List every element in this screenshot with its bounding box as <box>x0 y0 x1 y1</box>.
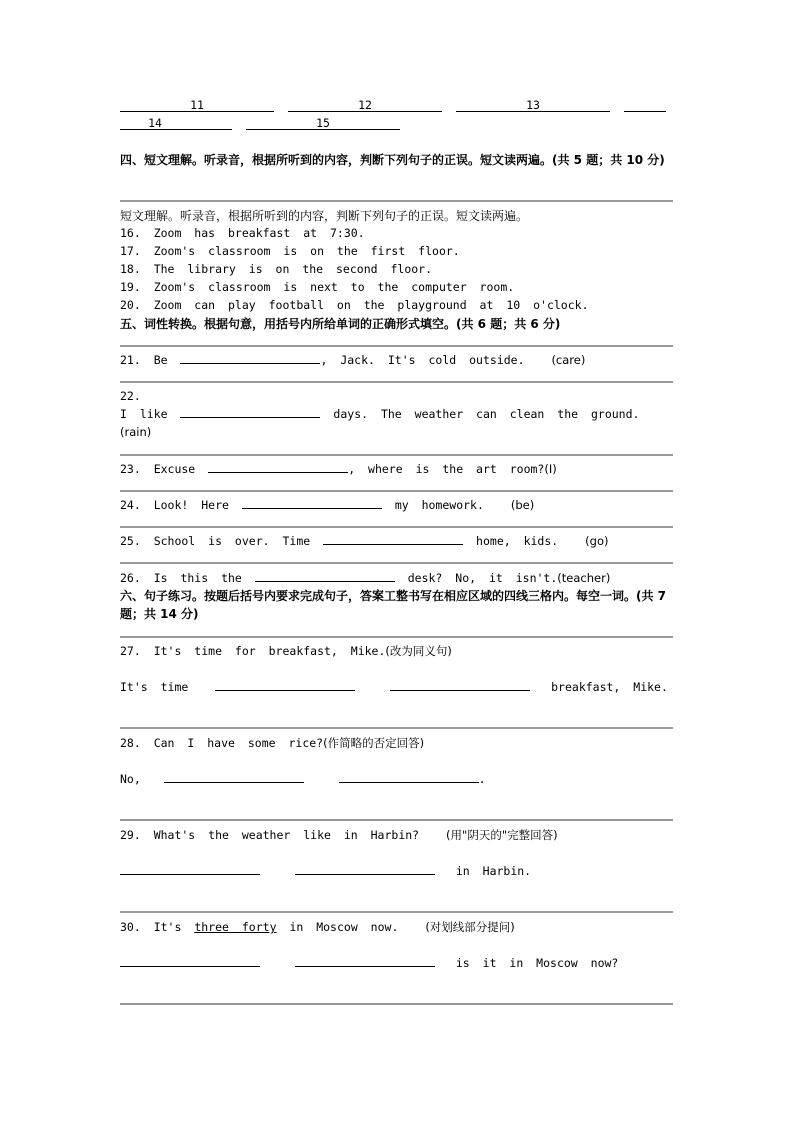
q24-suffix: my homework. <box>394 498 484 512</box>
q29-answer <box>120 864 531 878</box>
q23-prefix: 23. Excuse <box>120 462 196 476</box>
question-23 <box>120 462 557 476</box>
q22-hint: (rain) <box>120 425 152 439</box>
question-22-number: 22. <box>120 389 141 403</box>
q26-prefix: 26. Is this the <box>120 571 242 585</box>
question-21 <box>120 353 585 367</box>
q24-prefix: 24. Look! Here <box>120 498 229 512</box>
question-17: 17. Zoom's classroom is on the first floor. <box>120 244 460 258</box>
blank-number-14: 14 <box>148 116 162 130</box>
q23-suffix: , where is the art room? <box>348 462 545 476</box>
q24-hint: (be) <box>510 498 535 512</box>
q26-suffix: desk? No, it isn't. <box>407 571 558 585</box>
question-20: 20. Zoom can play football on the playground at 10 o'clock. <box>120 298 589 312</box>
question-22 <box>120 407 639 421</box>
q30-suffix: in Moscow now. <box>289 920 399 934</box>
answer-blank-14-start[interactable] <box>624 111 666 112</box>
q29-question: 29. What's the weather like in Harbin? <box>120 828 420 842</box>
question-30 <box>120 919 515 935</box>
q26-hint: (teacher) <box>557 571 611 585</box>
blank-number-15: 15 <box>316 116 330 130</box>
section6-heading: 六、句子练习。按题后括号内要求完成句子，答案工整书写在相应区域的四线三格内。每空一词。(共 7 题；共 14 分) <box>120 589 667 621</box>
q27-answer-suffix: breakfast, Mike. <box>551 680 668 694</box>
q28-answer-blank-1[interactable] <box>164 772 304 783</box>
question-27 <box>120 643 452 659</box>
divider <box>120 345 673 347</box>
q26-answer-blank[interactable] <box>255 571 395 582</box>
q25-prefix: 25. School is over. Time <box>120 534 311 548</box>
q30-answer-blank-1[interactable] <box>120 956 260 967</box>
q29-answer-suffix: in Harbin. <box>455 864 532 878</box>
q21-hint: (care) <box>551 353 586 367</box>
q30-answer-blank-2[interactable] <box>295 956 435 967</box>
q30-prefix: 30. It's <box>120 920 182 934</box>
question-29 <box>120 827 558 843</box>
q22-prefix: I like <box>120 407 168 421</box>
q28-answer-suffix: . <box>478 772 486 786</box>
divider <box>120 526 673 528</box>
q30-instruction: (对划线部分提问) <box>425 920 515 934</box>
divider <box>120 562 673 564</box>
q27-instruction: (改为同义句) <box>385 644 452 658</box>
q23-hint: (I) <box>544 462 557 476</box>
divider <box>120 819 673 821</box>
divider <box>120 381 673 383</box>
blank-number-13: 13 <box>526 98 540 112</box>
q28-answer-prefix: No, <box>120 772 141 786</box>
q27-question: 27. It's time for breakfast, Mike. <box>120 644 386 658</box>
section4-intro: 短文理解。听录音，根据所听到的内容，判断下列句子的正误。短文读两遍。 <box>120 209 529 223</box>
q30-answer-suffix: is it in Moscow now? <box>455 956 619 970</box>
q21-suffix: , Jack. It's cold outside. <box>320 353 525 367</box>
q28-answer <box>120 772 486 786</box>
q22-suffix: days. The weather can clean the ground. <box>333 407 640 421</box>
q27-answer-blank-1[interactable] <box>215 680 355 691</box>
section4-heading: 四、短文理解。听录音，根据所听到的内容，判断下列句子的正误。短文读两遍。(共 5 题；共 10 分) <box>120 153 665 167</box>
q30-underlined-phrase: three forty <box>194 920 277 934</box>
question-24 <box>120 498 534 512</box>
q27-answer-prefix: It's time <box>120 680 189 694</box>
q25-hint: (go) <box>585 534 609 548</box>
question-26 <box>120 571 610 585</box>
q29-answer-blank-1[interactable] <box>120 864 260 875</box>
divider <box>120 911 673 913</box>
divider <box>120 200 673 202</box>
q30-answer <box>120 956 618 970</box>
q29-answer-blank-2[interactable] <box>295 864 435 875</box>
section5-heading: 五、词性转换。根据句意，用括号内所给单词的正确形式填空。(共 6 题；共 6 分) <box>120 317 561 331</box>
q25-suffix: home, kids. <box>476 534 559 548</box>
q21-prefix: 21. Be <box>120 353 168 367</box>
question-19: 19. Zoom's classroom is next to the computer room. <box>120 280 515 294</box>
q22-answer-blank[interactable] <box>180 407 320 418</box>
q24-answer-blank[interactable] <box>242 498 382 509</box>
blank-number-11: 11 <box>190 98 204 112</box>
divider <box>120 1003 673 1005</box>
q27-answer <box>120 680 668 694</box>
blank-number-12: 12 <box>358 98 372 112</box>
q28-question: 28. Can I have some rice? <box>120 736 324 750</box>
question-16: 16. Zoom has breakfast at 7:30. <box>120 226 365 240</box>
q21-answer-blank[interactable] <box>180 353 320 364</box>
q28-instruction: (作简略的否定回答) <box>323 736 425 750</box>
q27-answer-blank-2[interactable] <box>390 680 530 691</box>
q29-instruction: (用"阴天的"完整回答) <box>446 828 558 842</box>
q28-answer-blank-2[interactable] <box>339 772 479 783</box>
divider <box>120 636 673 638</box>
question-25 <box>120 534 608 548</box>
q23-answer-blank[interactable] <box>208 462 348 473</box>
q25-answer-blank[interactable] <box>323 534 463 545</box>
question-18: 18. The library is on the second floor. <box>120 262 433 276</box>
question-28 <box>120 735 424 751</box>
divider <box>120 454 673 456</box>
divider <box>120 727 673 729</box>
divider <box>120 490 673 492</box>
